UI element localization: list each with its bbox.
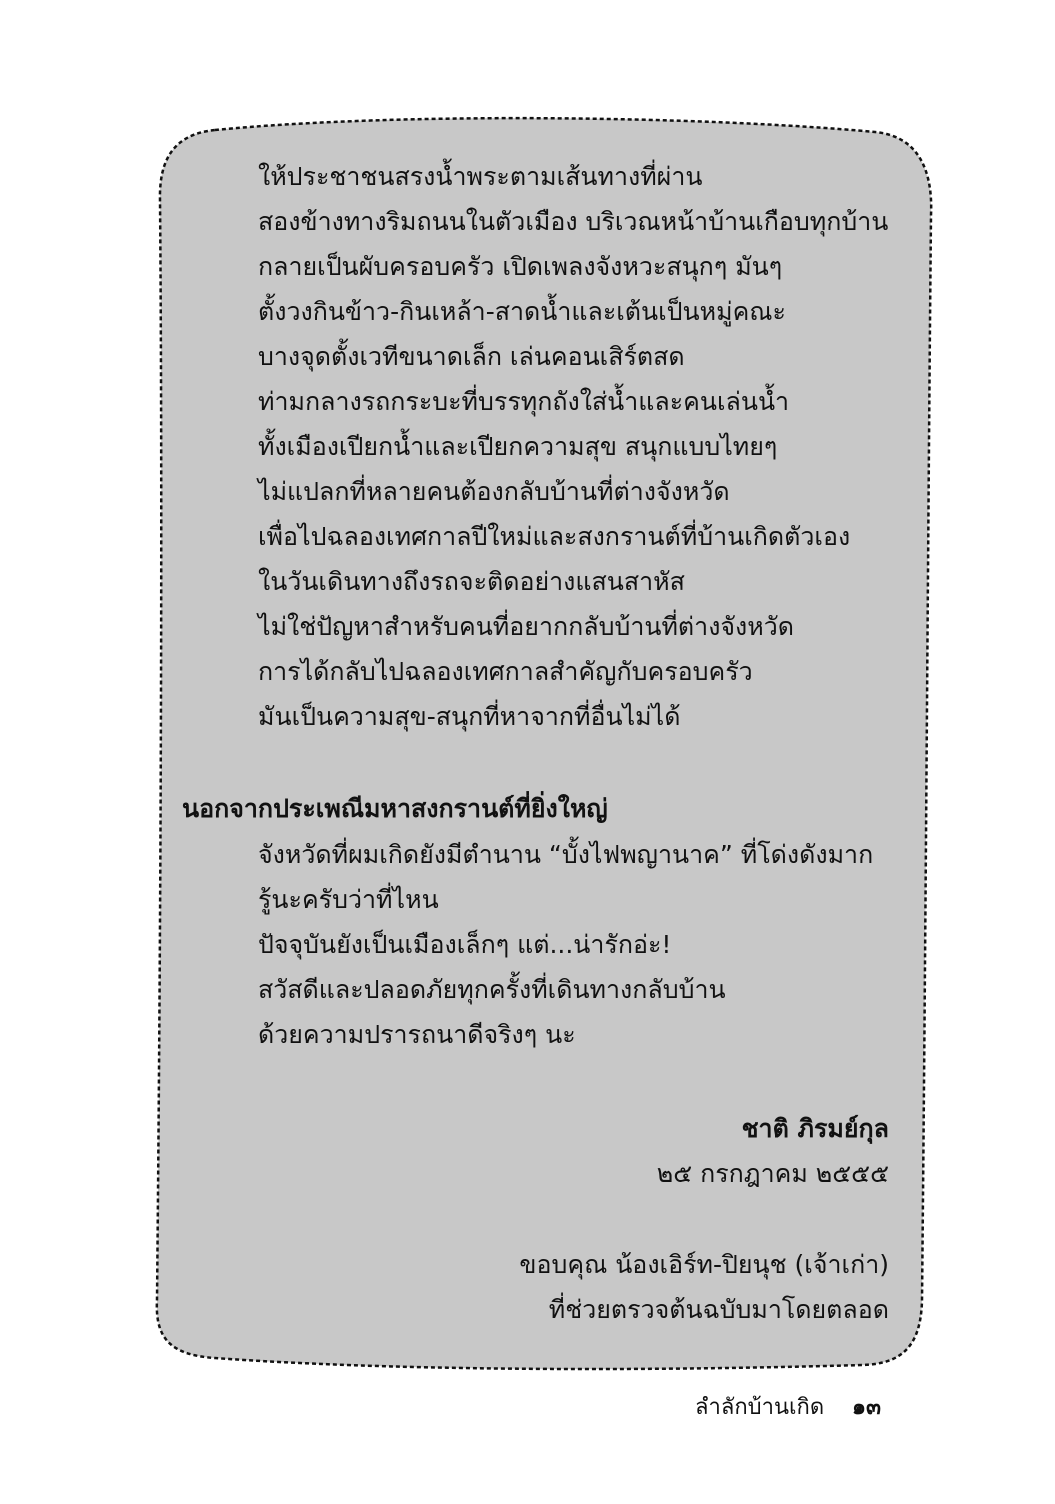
body-line: ให้ประชาชนสรงน้ำพระตามเส้นทางที่ผ่าน bbox=[258, 162, 703, 191]
body-line: บางจุดตั้งเวทีขนาดเล็ก เล่นคอนเสิร์ตสด bbox=[258, 342, 685, 371]
section-heading: นอกจากประเพณีมหาสงกรานต์ที่ยิ่งใหญ่ bbox=[182, 794, 608, 823]
footer-book-title: ลำลักบ้านเกิด bbox=[695, 1395, 825, 1420]
body-line: ในวันเดินทางถึงรถจะติดอย่างแสนสาหัส bbox=[258, 567, 685, 596]
body-line: เพื่อไปฉลองเทศกาลปีใหม่และสงกรานต์ที่บ้านเกิดตัวเอง bbox=[258, 522, 851, 551]
body-line: มันเป็นความสุข-สนุกที่หาจากที่อื่นไม่ได้ bbox=[258, 702, 681, 731]
body-line: สองข้างทางริมถนนในตัวเมือง บริเวณหน้าบ้านเกือบทุกบ้าน bbox=[258, 207, 889, 236]
body-line: รู้นะครับว่าที่ไหน bbox=[258, 885, 439, 914]
page-number: ๑๓ bbox=[852, 1395, 882, 1420]
body-line: จังหวัดที่ผมเกิดยังมีตำนาน “บั้งไฟพญานาค” ที่โด่งดังมาก bbox=[258, 840, 874, 869]
author-name: ชาติ ภิรมย์กุล bbox=[741, 1114, 889, 1143]
body-line: สวัสดีและปลอดภัยทุกครั้งที่เดินทางกลับบ้าน bbox=[258, 975, 726, 1004]
body-line: ไม่ใช่ปัญหาสำหรับคนที่อยากกลับบ้านที่ต่างจังหวัด bbox=[258, 612, 795, 641]
body-line: ตั้งวงกินข้าว-กินเหล้า-สาดน้ำและเต้นเป็นหมู่คณะ bbox=[258, 297, 786, 326]
thanks-line: ที่ช่วยตรวจต้นฉบับมาโดยตลอด bbox=[548, 1295, 889, 1324]
body-line: การได้กลับไปฉลองเทศกาลสำคัญกับครอบครัว bbox=[258, 657, 753, 686]
body-line: ด้วยความปรารถนาดีจริงๆ นะ bbox=[258, 1020, 576, 1049]
thanks-line: ขอบคุณ น้องเอิร์ท-ปิยนุช (เจ้าเก่า) bbox=[519, 1250, 889, 1279]
body-line: กลายเป็นผับครอบครัว เปิดเพลงจังหวะสนุกๆ มันๆ bbox=[258, 252, 783, 281]
signature-date: ๒๕ กรกฎาคม ๒๕๕๕ bbox=[656, 1159, 889, 1188]
body-line: ไม่แปลกที่หลายคนต้องกลับบ้านที่ต่างจังหวัด bbox=[258, 477, 730, 506]
body-line: ปัจจุบันยังเป็นเมืองเล็กๆ แต่...น่ารักอ่ะ! bbox=[258, 930, 672, 959]
body-line: ทั้งเมืองเปียกน้ำและเปียกความสุข สนุกแบบไทยๆ bbox=[258, 432, 778, 461]
body-line: ท่ามกลางรถกระบะที่บรรทุกถังใส่น้ำและคนเล่นน้ำ bbox=[258, 387, 790, 416]
